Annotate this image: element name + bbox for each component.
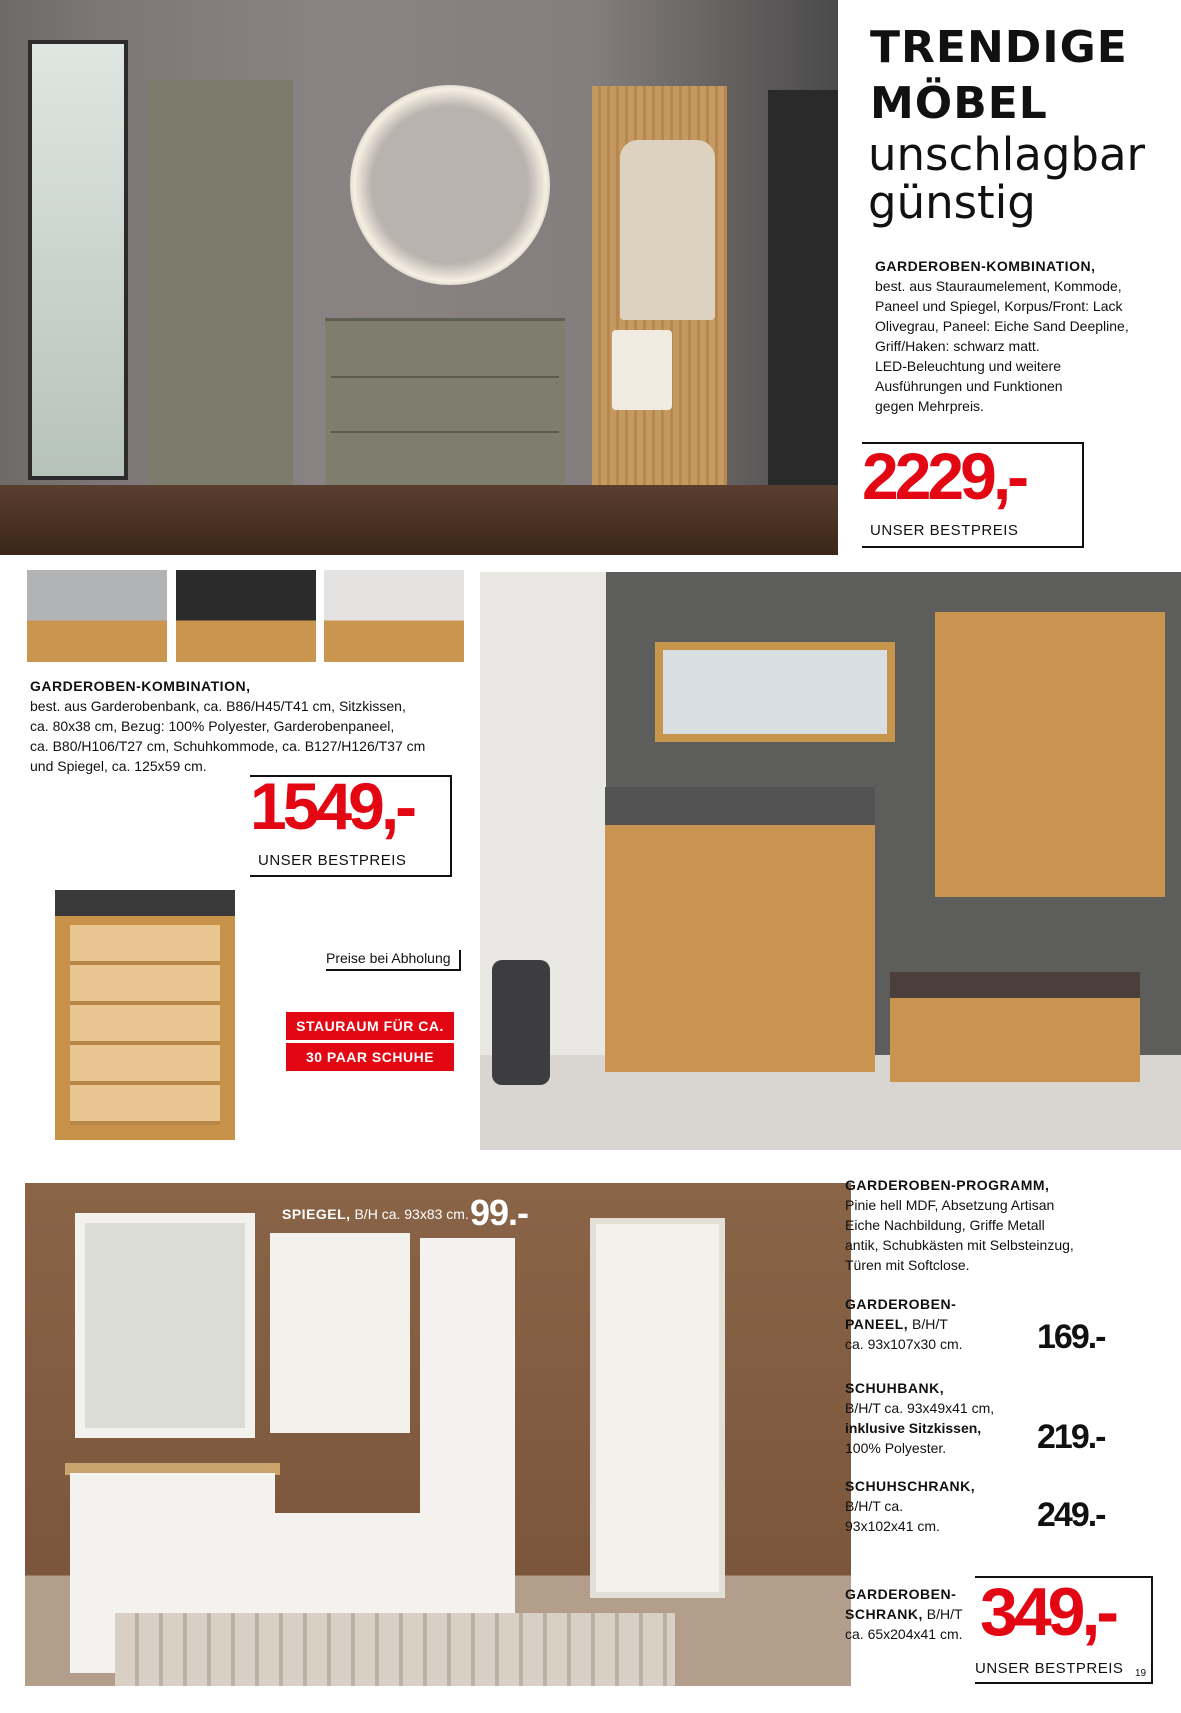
headline-line4: günstig (868, 176, 1036, 229)
paneel-desc: ca. 93x107x30 cm. (845, 1336, 963, 1352)
product2-title: GARDEROBEN-KOMBINATION, (30, 678, 251, 694)
mirror-label (282, 1206, 469, 1222)
product1-text (875, 256, 1175, 416)
product1-price: 2229,- (862, 439, 1026, 513)
product1-desc-line: best. aus Stauraumelement, Kommode, (875, 278, 1122, 294)
mirror-title: SPIEGEL, (282, 1206, 351, 1222)
product2-desc-line: best. aus Garderobenbank, ca. B86/H45/T41 cm, Sitzkissen, (30, 698, 406, 714)
shoe-cabinet-image (605, 787, 875, 1072)
color-swatch-black (176, 570, 316, 662)
program-desc-line: Türen mit Softclose. (845, 1257, 970, 1273)
product2-text (30, 676, 470, 776)
product1-desc-line: Paneel und Spiegel, Korpus/Front: Lack (875, 298, 1123, 314)
white-hallway-photo (25, 1183, 851, 1686)
product2-desc-line: ca. B80/H106/T27 cm, Schuhkommode, ca. B127/H126/T37 cm (30, 738, 426, 754)
bag-image (612, 330, 672, 410)
product1-price-label: UNSER BESTPREIS (870, 522, 1019, 539)
program-text (845, 1175, 1175, 1275)
wardrobe-title: GARDEROBEN- (845, 1586, 957, 1602)
product1-desc-line: Ausführungen und Funktionen (875, 378, 1063, 394)
program-desc-line: Eiche Nachbildung, Griffe Metall (845, 1217, 1045, 1233)
coat-image (620, 140, 715, 320)
rug-image (115, 1613, 675, 1686)
program-desc-line: Pinie hell MDF, Absetzung Artisan (845, 1197, 1055, 1213)
product2-desc-line: und Spiegel, ca. 125x59 cm. (30, 758, 207, 774)
schuhbank-text (845, 1378, 1045, 1458)
mirror-price: 99.- (470, 1192, 529, 1233)
schuhschrank-price: 249.- (1037, 1496, 1105, 1534)
storage-tag-line1: STAURAUM FÜR CA. (286, 1012, 454, 1040)
dresser-image (325, 318, 565, 500)
schuhbank-desc-after: 100% Polyester. (845, 1440, 947, 1456)
paneel-price: 169.- (1037, 1318, 1105, 1356)
schuhschrank-desc: B/H/T ca. (845, 1498, 904, 1514)
wardrobe-image (420, 1238, 515, 1613)
coat-panel-image (935, 612, 1165, 897)
shoe-cabinet-photo (25, 880, 265, 1150)
schuhbank-title: SCHUHBANK, (845, 1380, 945, 1396)
paneel-suffix: B/H/T (908, 1316, 948, 1332)
product1-desc-line: LED-Beleuchtung und weitere (875, 358, 1062, 374)
paneel-text (845, 1294, 1025, 1354)
pickup-note: Preise bei Abholung (326, 950, 461, 971)
headline-line3: unschlagbar (868, 128, 1146, 181)
schuhschrank-text (845, 1476, 1025, 1536)
program-desc-line: antik, Schubkästen mit Selbsteinzug, (845, 1237, 1074, 1253)
wardrobe-text (845, 1584, 995, 1644)
wardrobe-suffix: B/H/T (922, 1606, 963, 1622)
page-number: 19 (1135, 1668, 1147, 1679)
floor-image (0, 485, 838, 555)
schuhbank-price: 219.- (1037, 1418, 1105, 1456)
color-swatch-grey (27, 570, 167, 662)
paneel-title: GARDEROBEN- (845, 1296, 957, 1312)
product2-price: 1549,- (250, 769, 414, 843)
wardrobe-price: 349,- (980, 1574, 1115, 1650)
mirror-image (75, 1213, 255, 1438)
color-swatch-white (324, 570, 464, 662)
bench-image (270, 1513, 420, 1623)
wardrobe-title: SCHRANK, (845, 1606, 923, 1622)
shoe-cabinet-top (55, 890, 235, 916)
headline-line1: TRENDIGE (870, 22, 1128, 73)
mirror-dims: B/H ca. 93x83 cm. (350, 1206, 469, 1222)
program-title: GARDEROBEN-PROGRAMM, (845, 1177, 1050, 1193)
product1-title: GARDEROBEN-KOMBINATION, (875, 258, 1096, 274)
storage-tag-line2: 30 PAAR SCHUHE (286, 1043, 454, 1071)
hero-photo-olive-hallway (0, 0, 838, 555)
headline-line2: MÖBEL (870, 78, 1048, 129)
round-mirror-image (350, 85, 550, 285)
suitcase-image (492, 960, 550, 1085)
product2-desc-line: ca. 80x38 cm, Bezug: 100% Polyester, Garderobenpaneel, (30, 718, 395, 734)
schuhschrank-title: SCHUHSCHRANK, (845, 1478, 976, 1494)
wardrobe-price-label: UNSER BESTPREIS (975, 1660, 1124, 1677)
paneel-title: PANEEL, (845, 1316, 909, 1332)
cabinet-top-image (605, 787, 875, 825)
oak-hallway-photo (480, 572, 1181, 1150)
schuhbank-desc: B/H/T ca. 93x49x41 cm, (845, 1400, 995, 1416)
tall-cabinet-image (148, 80, 293, 510)
wardrobe-desc: ca. 65x204x41 cm. (845, 1626, 963, 1642)
door-image (590, 1218, 725, 1598)
product1-desc-line: Olivegrau, Paneel: Eiche Sand Deepline, (875, 318, 1129, 334)
bench-cushion-image (890, 972, 1140, 998)
product1-desc-line: gegen Mehrpreis. (875, 398, 984, 414)
rect-mirror-image (655, 642, 895, 742)
product2-price-label: UNSER BESTPREIS (258, 852, 407, 869)
wall-panel-image (270, 1233, 410, 1433)
schuhschrank-desc: 93x102x41 cm. (845, 1518, 940, 1534)
shoe-shelves (70, 925, 220, 1125)
window-image (28, 40, 128, 480)
schuhbank-bold: inklusive Sitzkissen, (845, 1420, 982, 1436)
door-image (768, 90, 838, 490)
product1-desc-line: Griff/Haken: schwarz matt. (875, 338, 1040, 354)
